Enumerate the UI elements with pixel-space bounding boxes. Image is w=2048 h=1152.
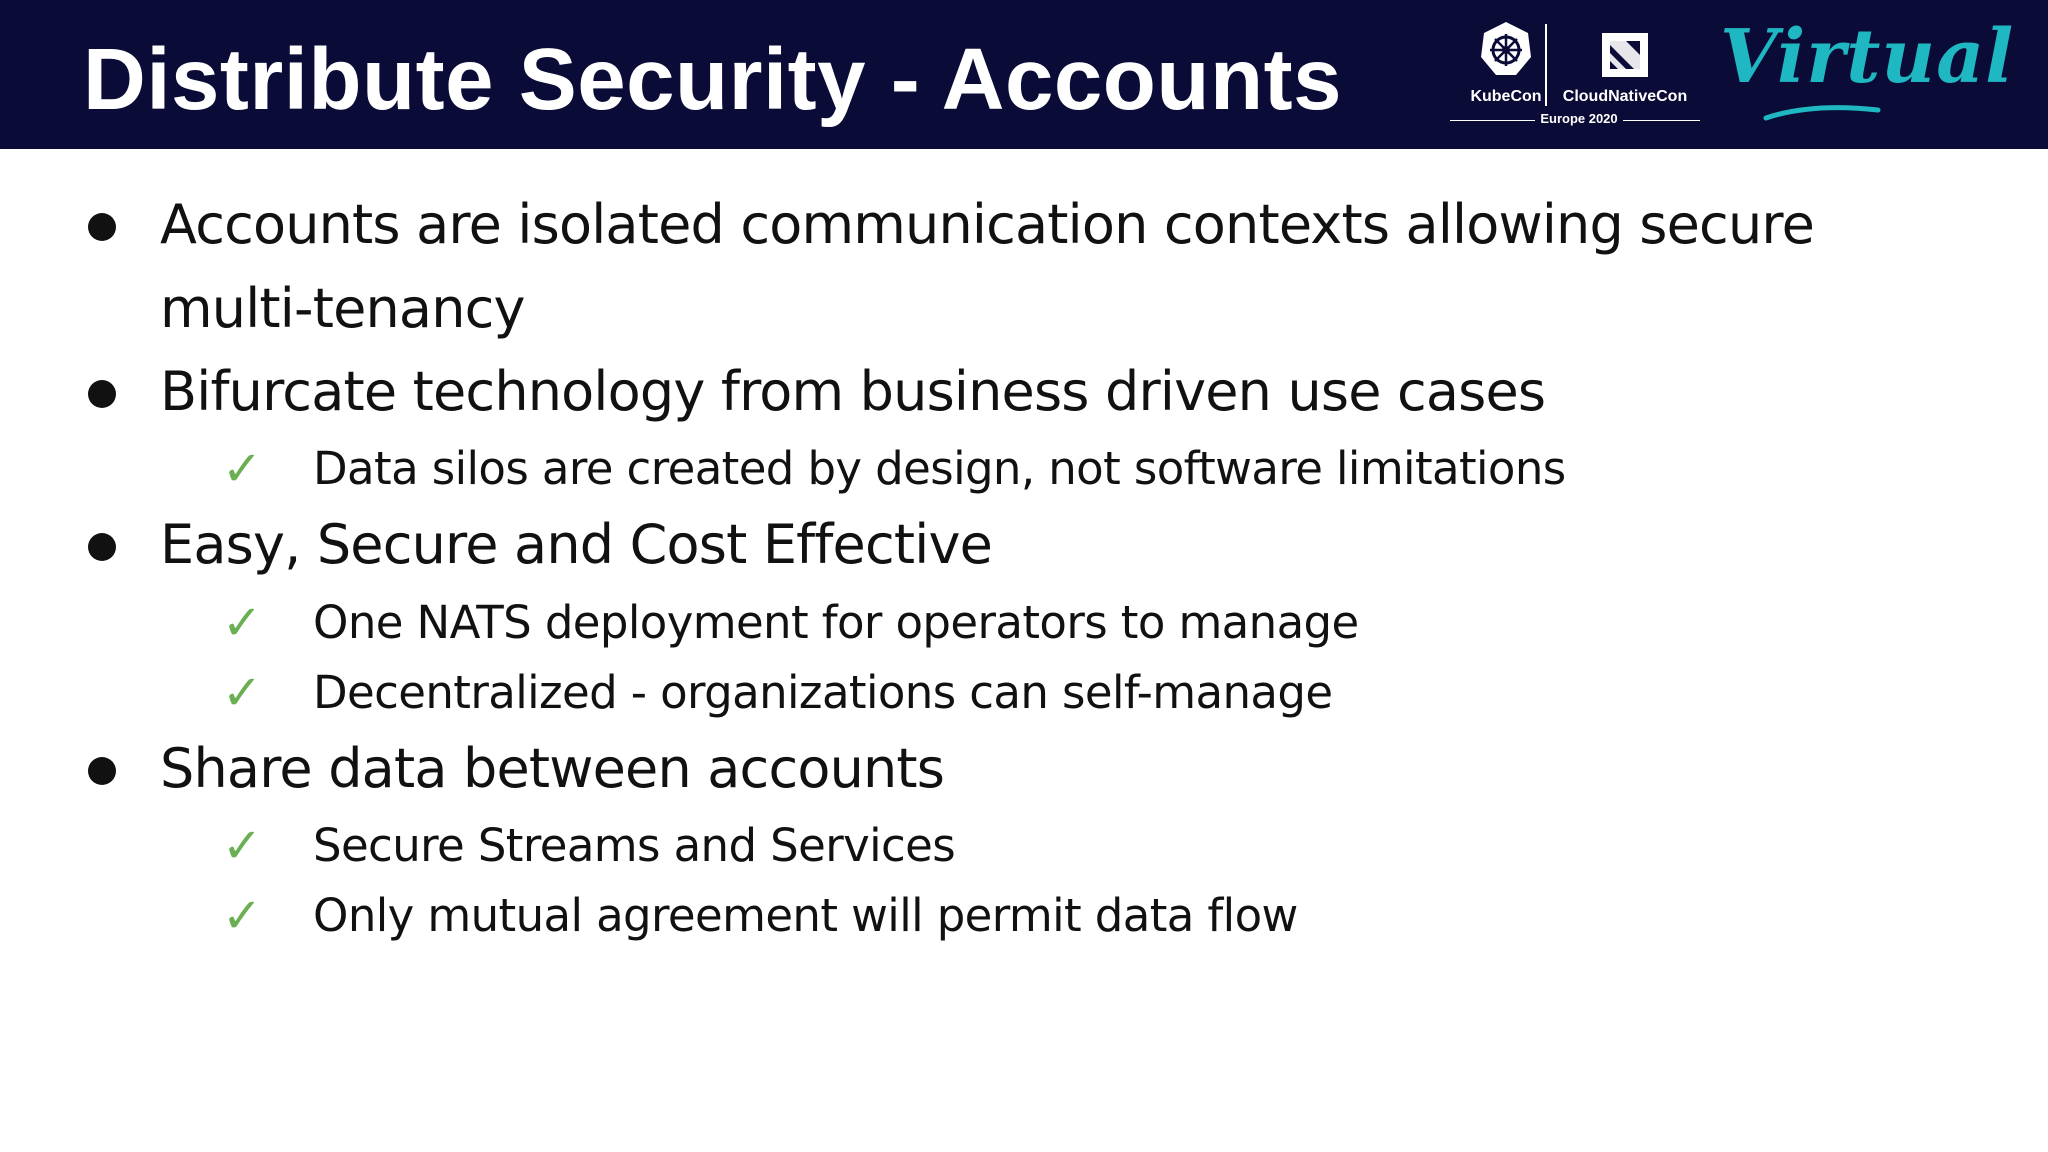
kubernetes-helm-icon (1479, 20, 1533, 78)
bullet-text: Easy, Secure and Cost Effective (160, 513, 993, 576)
check-icon: ✓ (222, 595, 263, 651)
check-icon: ✓ (222, 441, 263, 497)
bullet-dot-icon (88, 533, 116, 561)
bullet-dot-icon (88, 757, 116, 785)
sub-bullet-text: Data silos are created by design, not software limitations (313, 442, 1566, 495)
bullet-dot-icon (88, 213, 116, 241)
bullet-text: Accounts are isolated communication contexts allowing secure multi-tenancy (160, 193, 1815, 340)
bullet-text: Bifurcate technology from business driven use cases (160, 360, 1546, 423)
slide-title: Distribute Security - Accounts (83, 31, 1342, 128)
check-icon: ✓ (222, 818, 263, 874)
virtual-wordmark: Virtual (1720, 14, 2015, 100)
event-label: Europe 2020 (1535, 111, 1623, 126)
cloudnativecon-label: CloudNativeCon (1562, 88, 1688, 105)
bullet-dot-icon (88, 380, 116, 408)
slide-header (0, 0, 2048, 149)
kubecon-label: KubeCon (1470, 88, 1542, 105)
bullet-text: Share data between accounts (160, 737, 945, 800)
virtual-swoosh-icon (1762, 102, 1882, 124)
logo-divider (1545, 24, 1547, 106)
check-icon: ✓ (222, 665, 263, 721)
check-icon: ✓ (222, 888, 263, 944)
sub-bullet-text: Decentralized - organizations can self-manage (313, 666, 1333, 719)
sub-bullet-text: One NATS deployment for operators to manage (313, 596, 1359, 649)
cloudnativecon-logo (1550, 20, 1700, 105)
conference-logos (1440, 16, 2030, 136)
cncf-icon (1601, 32, 1649, 78)
sub-bullet-text: Secure Streams and Services (313, 819, 956, 872)
kubecon-logo (1456, 20, 1556, 105)
sub-bullet-text: Only mutual agreement will permit data flow (313, 889, 1298, 942)
